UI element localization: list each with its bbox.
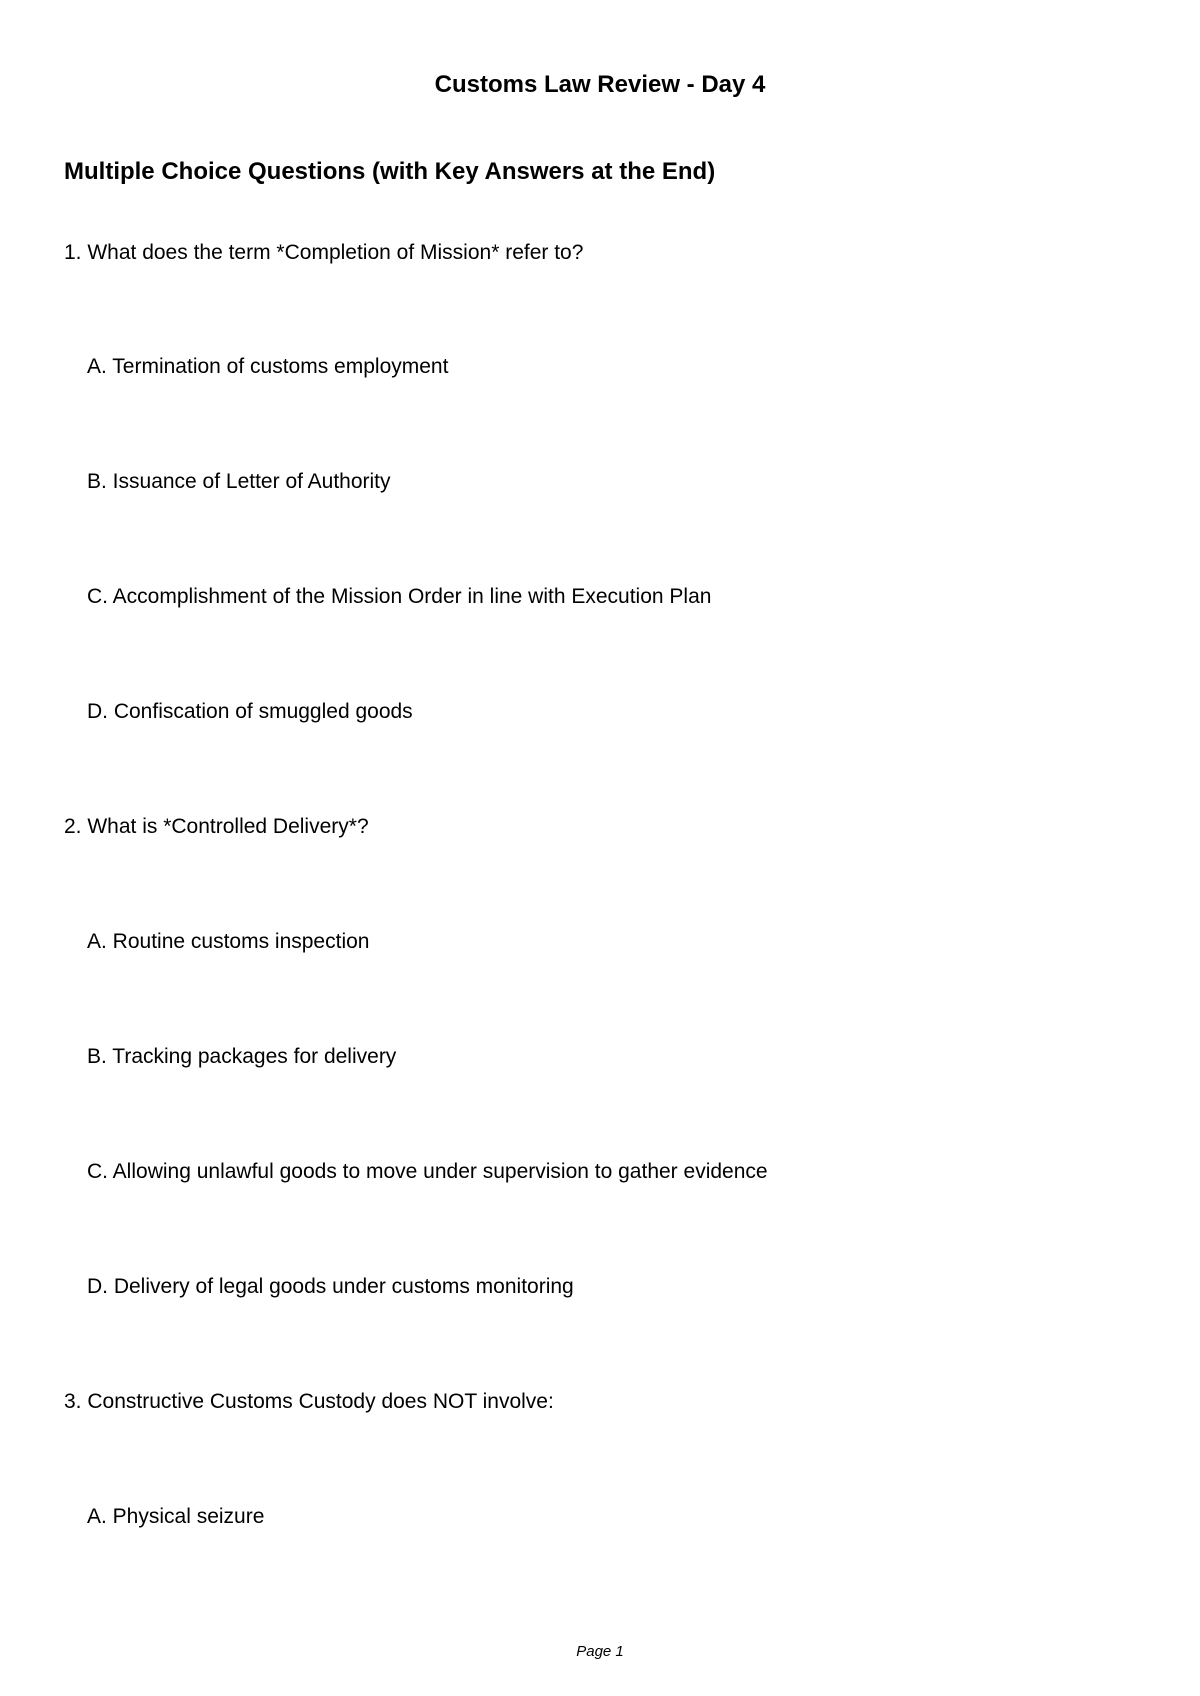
question-2: 2. What is *Controlled Delivery*?: [64, 815, 369, 838]
document-title: Customs Law Review - Day 4: [434, 71, 766, 98]
question-3: 3. Constructive Customs Custody does NOT involve:: [64, 1390, 554, 1413]
question-1-option-a: A. Termination of customs employment: [87, 355, 449, 378]
section-heading: Multiple Choice Questions (with Key Answers at the End): [64, 158, 716, 185]
page-footer: Page 1: [576, 1643, 624, 1660]
question-1-option-d: D. Confiscation of smuggled goods: [87, 700, 413, 723]
question-1-option-c: C. Accomplishment of the Mission Order in line with Execution Plan: [87, 585, 712, 608]
question-1-option-b: B. Issuance of Letter of Authority: [87, 470, 391, 493]
question-2-option-d: D. Delivery of legal goods under customs monitoring: [87, 1275, 574, 1298]
question-2-option-b: B. Tracking packages for delivery: [87, 1045, 397, 1068]
question-2-option-c: C. Allowing unlawful goods to move under supervision to gather evidence: [87, 1160, 768, 1183]
question-3-option-a: A. Physical seizure: [87, 1505, 265, 1528]
question-1: 1. What does the term *Completion of Mission* refer to?: [64, 241, 584, 264]
question-2-option-a: A. Routine customs inspection: [87, 930, 370, 953]
